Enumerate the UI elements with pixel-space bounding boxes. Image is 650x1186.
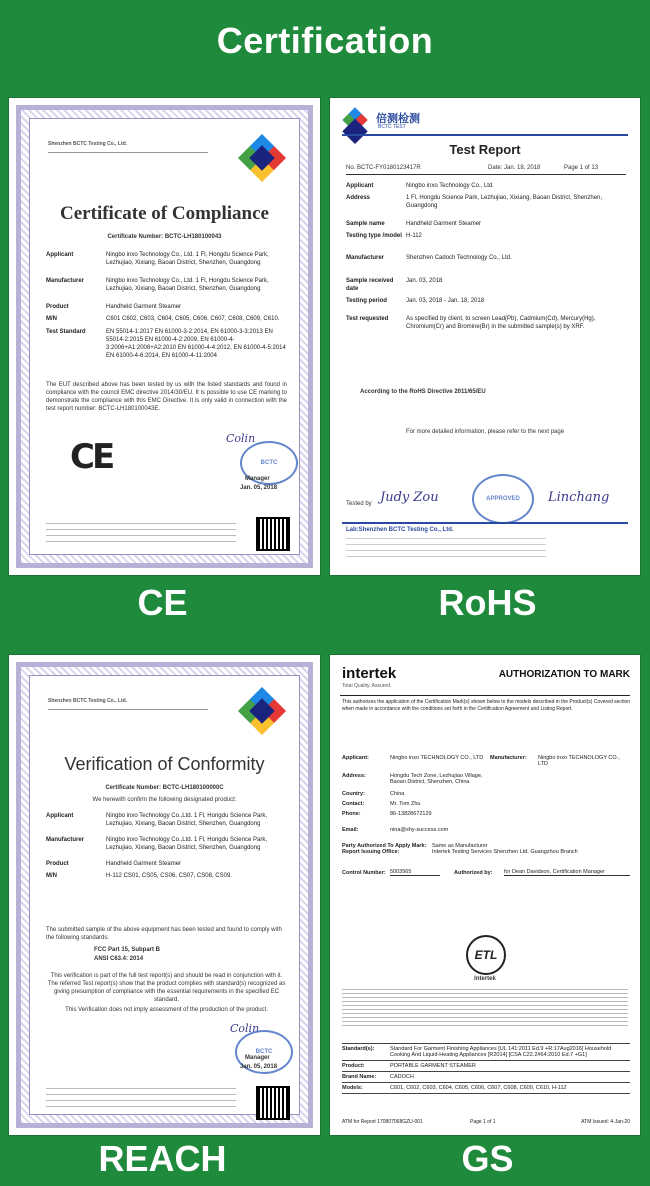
issue-date: Jan. 05, 2018 xyxy=(240,1064,278,1070)
footer-lab: Lab:Shenzhen BCTC Testing Co., Ltd. xyxy=(346,527,454,533)
reach-certificate xyxy=(9,655,320,1135)
gs-label: GS xyxy=(461,1138,514,1179)
received-key: Sample received date xyxy=(346,277,394,292)
authorization-title: AUTHORIZATION TO MARK xyxy=(498,669,630,680)
models-key: Models: xyxy=(342,1085,363,1091)
issue-date: Jan. 05, 2018 xyxy=(240,485,278,491)
more-info-text: For more detailed information, please refer to the next page xyxy=(405,429,565,435)
footer-text xyxy=(46,523,236,545)
certificate-number: Certificate Number: BCTC-LH180100043 xyxy=(107,234,222,240)
report-title: Test Report xyxy=(449,142,521,157)
certificate-title: Verification of Conformity xyxy=(64,754,265,774)
intertek-tagline: Total Quality. Assured. xyxy=(342,683,392,689)
directive-text: According to the RoHS Directive 2011/65/EU xyxy=(360,389,486,395)
footer-text xyxy=(46,1088,236,1112)
applicant-key: Applicant: xyxy=(342,755,369,761)
bctc-stamp-icon: BCTC xyxy=(235,1030,293,1074)
control-value: 5003565 xyxy=(390,869,440,876)
brand-name-value: CADOCH xyxy=(390,1074,414,1080)
address-value: 1 Fl, Hongdu Science Park, Lezhujiao, Xixiang, Baoan District, Shenzhen, Guangdong xyxy=(406,195,603,210)
ce-mark-icon: CE xyxy=(70,437,113,477)
lab-header: Shenzhen BCTC Testing Co., Ltd. xyxy=(48,698,128,704)
ce-certificate xyxy=(9,98,320,575)
manufacturer-value: Ningbo inxo Technology Co.,Ltd. 1 Fl, Hongdu Science Park, Lezhujiao, Xixiang, Baoan District, Shenzhen, Guangdong xyxy=(106,837,267,852)
bctc-logo-icon xyxy=(342,107,367,132)
party-key: Party Authorized To Apply Mark: xyxy=(342,843,427,849)
model-key: M/N xyxy=(46,316,57,323)
manufacturer-key: Manufacturer xyxy=(46,278,85,285)
bctc-logo-icon xyxy=(238,687,286,735)
qr-code-icon xyxy=(256,517,290,551)
control-key: Control Number: xyxy=(342,869,386,876)
country-value: China xyxy=(390,791,405,797)
tester-signature: Judy Zou xyxy=(380,490,439,505)
manufacturer-key: Manufacturer xyxy=(46,837,85,844)
brand-name: 倍测检测 xyxy=(376,113,420,125)
gs-authorization xyxy=(330,655,640,1135)
signature: Colin xyxy=(226,432,256,445)
email-value: nina@shy-success.com xyxy=(390,827,449,833)
bctc-stamp-icon: BCTC xyxy=(240,441,298,485)
page-number: Page 1 of 13 xyxy=(564,165,599,171)
rohs-report xyxy=(330,98,640,575)
atm-report: ATM for Report 170807068GZU-001 xyxy=(342,1119,423,1125)
qr-code-icon xyxy=(256,1086,290,1120)
standard-key: Test Standard xyxy=(46,328,86,335)
received-value: Jan. 03, 2018 xyxy=(406,277,443,284)
approver-signature: Linchang xyxy=(548,490,610,505)
footer-address xyxy=(346,538,546,558)
applicant-value: Ningbo inxo Technology Co., Ltd. xyxy=(406,183,494,189)
product-key: Product xyxy=(46,304,69,311)
brand-name-key: Brand Name: xyxy=(342,1074,377,1080)
authorized-key: Authorized by: xyxy=(454,869,493,876)
address-value: Hongdu Tech Zone, Lezhujiao Village, Baoan District, Shenzhen, China xyxy=(390,773,483,785)
product-value: Handheld Garment Steamer xyxy=(106,304,182,311)
applicant-value: Ningbo inxo Technology Co.,Ltd. 1 Fl, Hongdu Science Park, Lezhujiao, Xixiang, Baoan District, Shenzhen, Guangdong xyxy=(106,813,267,828)
certificate-border xyxy=(16,105,313,568)
atm-issued: ATM Issued: 4-Jan-20 xyxy=(581,1119,630,1125)
applicant-value: Ningbo inxo Technology Co., Ltd. 1 Fl, Hongdu Science Park, Lezhujiao, Xixiang, Baoan District, Shenzhen, Guangdong xyxy=(106,252,269,267)
period-value: Jan. 03, 2018 - Jan. 18, 2018 xyxy=(406,297,485,304)
manufacturer-key: Manufacturer xyxy=(346,255,385,262)
intro-text: We herewith confirm the following designated product: xyxy=(92,797,237,803)
office-key: Report Issuing Office: xyxy=(342,849,400,855)
certificate-border xyxy=(16,662,313,1128)
rohs-label: RoHS xyxy=(438,582,537,623)
intertek-logo: intertek xyxy=(342,665,397,682)
model-value: C601 C602, C603, C604, C605, C606, C607, C608, C609, C610. xyxy=(106,316,280,323)
model-key: M/N xyxy=(46,873,57,880)
etl-mark-icon: ETL xyxy=(466,935,506,975)
intro-text: This authorizes the application of the Certification Mark(s) shown below to the models described in the Product(s) Covered section when made in accordance with the conditions set forth in the Certification Agreement and Listing Report. xyxy=(342,699,630,712)
product-value: PORTABLE GARMENT STEAMER xyxy=(390,1063,476,1069)
address-key: Address: xyxy=(342,773,366,779)
certificate-note: This Verification does not imply assessment of the production of the product. xyxy=(65,1007,268,1013)
manufacturer-key: Manufacturer: xyxy=(490,755,527,761)
contact-value: Mr. Tom Zhu xyxy=(390,801,421,807)
reach-label: REACH xyxy=(98,1138,227,1179)
standard-key: Standard(s): xyxy=(342,1046,375,1052)
certificate-body: This verification is part of the full test report(s) and should be read in conjunction with it. The referred Test report(s) show that the product complies with standard(s) recognized as giving presumption of compliance with the essential requirements in the specified EC standard. xyxy=(47,973,286,1004)
model-value: H-112 xyxy=(406,233,422,240)
manufacturer-value: Ningbo inxo TECHNOLOGY CO., LTD xyxy=(538,755,620,767)
legal-text xyxy=(342,989,628,1027)
requested-key: Test requested xyxy=(346,315,389,322)
approved-stamp-icon: APPROVED xyxy=(472,474,534,524)
brand-subtitle: BCTC TEST xyxy=(378,124,406,130)
phone-value: 86-13828672129 xyxy=(390,811,432,817)
product-key: Product: xyxy=(342,1063,365,1069)
requested-value: As specified by client, to screen Lead(Pb), Cadmium(Cd), Mercury(Hg), Chromium(Cr) and Bromine(Br) in the submitted sample(s) by XRF. xyxy=(406,315,596,330)
report-date: Date: Jan. 18, 2018 xyxy=(488,165,541,171)
certificate-title: Certificate of Compliance xyxy=(60,203,269,224)
standard-value: EN 55014-1:2017 EN 61000-3-2:2014, EN 61000-3-3:2013 EN 55014-2:2015 EN 61000-4-2:2009, EN 61000-4-3:2006+A1:2008+A2:2010 EN 61000-4-4:2012, EN 61000-4-5:2014 EN 61000-4-6:2014, EN 61000-4-11:2004 xyxy=(106,328,286,359)
tested-by-label: Tested by xyxy=(346,501,372,507)
phone-key: Phone: xyxy=(342,811,361,817)
party-value: Same as Manufacturer xyxy=(432,843,488,849)
certificate-number: Certificate Number: BCTC-LH180100000C xyxy=(105,785,224,791)
model-key: Testing type /model xyxy=(346,233,402,240)
applicant-key: Applicant xyxy=(46,813,74,819)
manufacturer-value: Ningbo inxo Technology Co., Ltd. 1 Fl, Hongdu Science Park, Lezhujiao, Xixiang, Baoan District, Shenzhen, Guangdong xyxy=(106,278,269,293)
manufacturer-value: Shenzhen Cadoch Technology Co., Ltd. xyxy=(406,255,512,262)
email-key: Email: xyxy=(342,827,359,833)
sample-key: Sample name xyxy=(346,221,385,228)
model-value: H-112 CS01, CS05, CS06, CS07, CS08, CS09. xyxy=(106,873,232,880)
applicant-key: Applicant xyxy=(46,252,74,258)
signature: Colin xyxy=(230,1022,260,1035)
standard-1: FCC Part 15, Subpart B xyxy=(94,947,161,953)
period-key: Testing period xyxy=(346,297,387,304)
lab-header: Shenzhen BCTC Testing Co., Ltd. xyxy=(48,141,128,147)
standard-value: Standard For Garment Finishing Appliances [UL 141:2011 Ed.9 +R:17Aug2016] Household Cooking And Liquid-Heating Appliances [R2014] [CSA C22.2#64:2010 Ed.7 +G1] xyxy=(390,1046,612,1058)
country-key: Country: xyxy=(342,791,365,797)
manager-label: Manager xyxy=(245,1055,270,1061)
gs-page: Page 1 of 1 xyxy=(470,1119,496,1125)
office-value: Intertek Testing Services Shenzhen Ltd. Guangzhou Branch xyxy=(432,849,578,855)
applicant-value: Ningbo inxo TECHNOLOGY CO., LTD xyxy=(390,755,484,761)
manager-label: Manager xyxy=(245,476,270,482)
etl-mark-subtitle: Intertek xyxy=(474,976,496,982)
applicant-key: Applicant xyxy=(346,183,374,189)
product-key: Product xyxy=(46,861,69,868)
product-value: Handheld Garment Steamer xyxy=(106,861,182,868)
certificate-body: The EUT described above has been tested by us with the listed standards and found in compliance with the council EMC directive 2014/30/EU. It is possible to use CE marking to demonstrate the compliance with this EMC Directive. It is only valid in connection with the test report number: BCTC-LH180100043E. xyxy=(46,382,287,413)
models-value: C601, C602, C603, C604, C605, C606, C607, C608, C609, C610, H-112 xyxy=(390,1085,567,1091)
report-number: No. BCTC-FY0180123417R xyxy=(346,165,421,171)
address-key: Address xyxy=(346,195,371,202)
authorized-value: for Dean Davidson, Certification Manager xyxy=(504,869,630,876)
standard-2: ANSI C63.4: 2014 xyxy=(94,956,144,962)
page-title: Certification xyxy=(216,20,434,61)
ce-label: CE xyxy=(137,582,188,623)
contact-key: Contact: xyxy=(342,801,365,807)
tested-text: The submitted sample of the above equipment has been tested and found to comply with the following standards: xyxy=(46,927,282,942)
sample-value: Handheld Garment Steamer xyxy=(406,221,482,228)
bctc-logo-icon xyxy=(238,134,286,182)
